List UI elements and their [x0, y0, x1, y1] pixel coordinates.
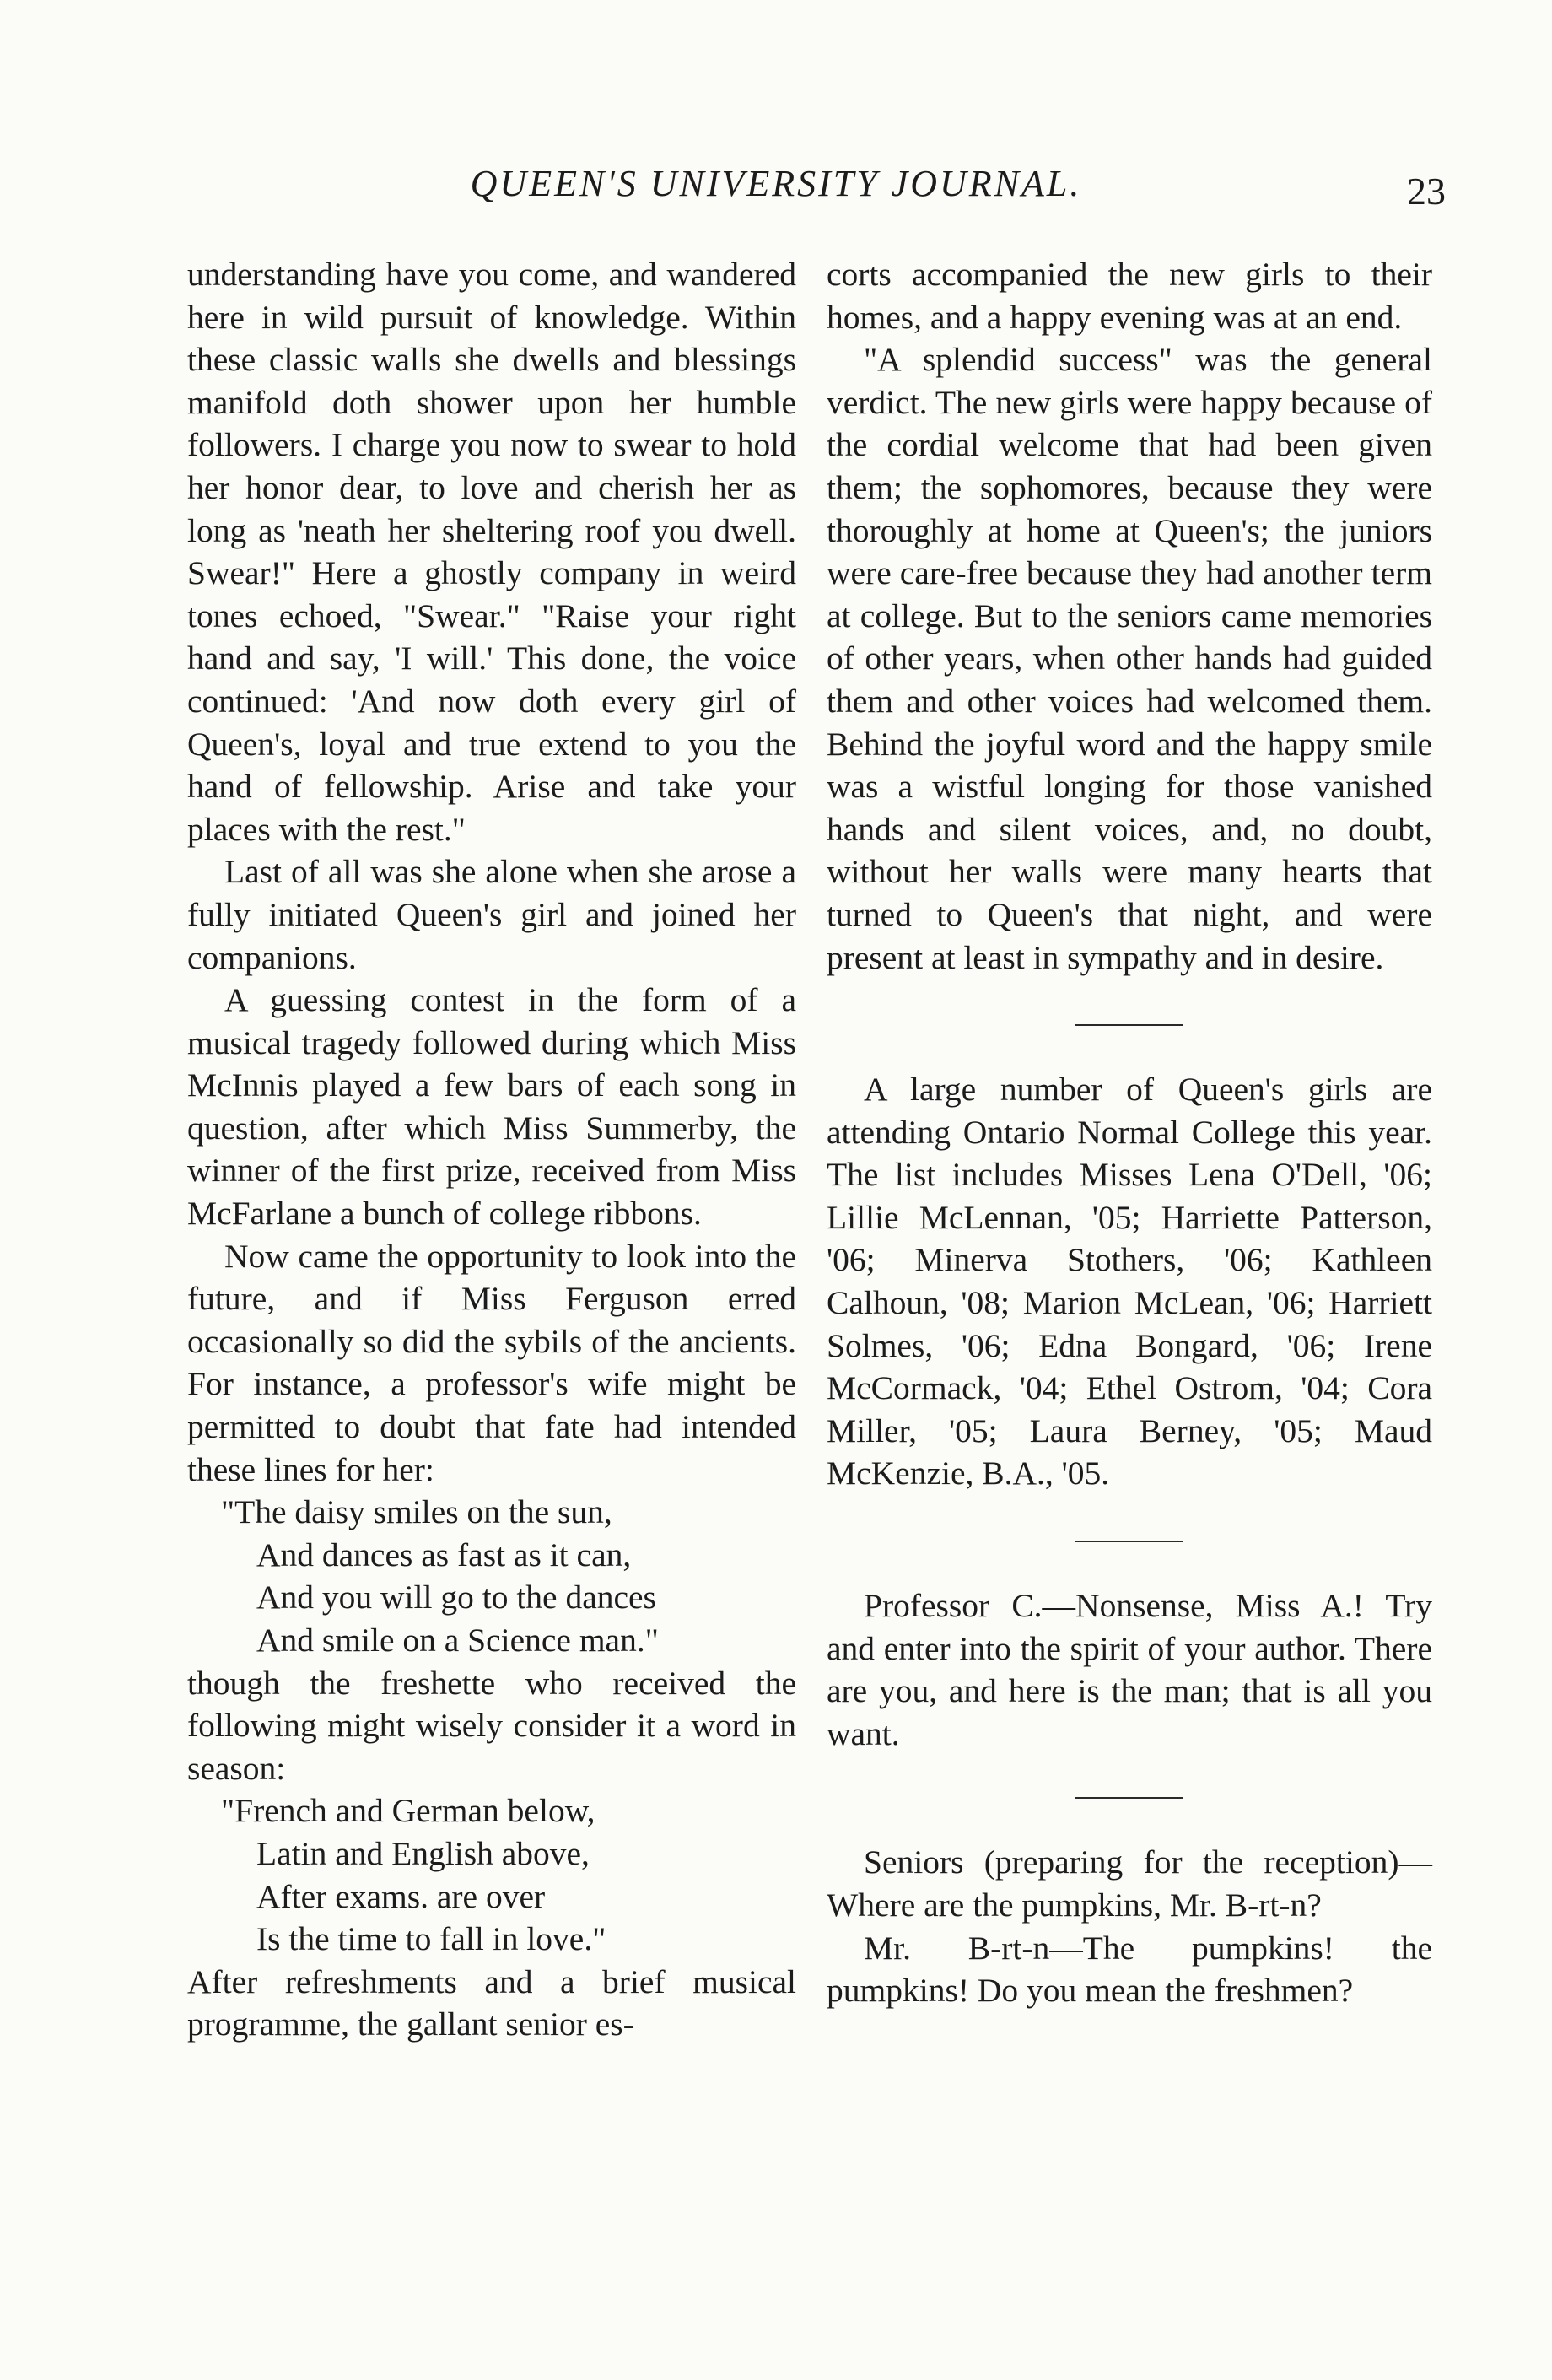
verse-line: "The daisy smiles on the sun,	[221, 1493, 612, 1531]
left-paragraph-6: After refreshments and a brief musical programme, the gallant senior es-	[187, 1962, 796, 2043]
right-paragraph-1: corts accompanied the new girls to their homes, and a happy evening was at an end.	[827, 256, 1432, 336]
left-paragraph-2: Last of all was she alone when she arose a fully initiated Queen's girl and joined her companions.	[187, 853, 796, 976]
left-paragraph-5: though the freshette who received the following might wisely consider it a word in season:	[187, 1664, 796, 1787]
left-column	[187, 253, 796, 2046]
section-divider	[1075, 1024, 1183, 1026]
section-divider	[1075, 1797, 1183, 1799]
verse-line: And dances as fast as it can,	[256, 1535, 632, 1573]
running-title: QUEEN'S UNIVERSITY JOURNAL.	[470, 163, 1082, 204]
right-paragraph-6: Mr. B-rt-n—The pumpkins! the pumpkins! Do you mean the freshmen?	[827, 1929, 1432, 2010]
left-paragraph-1: understanding have you come, and wandered here in wild pursuit of knowledge. Within these classic walls she dwells and blessings manifold doth shower upon her humble followers. I charge you now to swear to hold her honor dear, to love and cherish her as long as 'neath her sheltering roof you dwell. Swear!" Here a ghostly company in weird tones echoed, "Swear." "Raise your right hand and say, 'I will.' This done, the voice continued: 'And now doth every girl of Queen's, loyal and true extend to you the hand of fellowship. Arise and take your places with the rest."	[187, 256, 796, 848]
right-paragraph-2: "A splendid success" was the general verdict. The new girls were happy because of the cordial welcome that had been given them; the sophomores, because they were thoroughly at home at Queen's; the juniors were care-free because they had another term at college. But to the seniors came memories of other years, when other hands had guided them and other voices had welcomed them. Behind the joyful word and the happy smile was a wistful longing for those vanished hands and silent voices, and, no doubt, without her walls were many hearts that turned to Queen's that night, and were present at least in sympathy and in desire.	[827, 341, 1432, 976]
right-paragraph-4: Professor C.—Nonsense, Miss A.! Try and enter into the spirit of your author. There are you, and here is the man; that is all you want.	[827, 1587, 1432, 1752]
verse-line: And you will go to the dances	[256, 1579, 656, 1616]
verse-french	[187, 1789, 796, 1960]
section-divider	[1075, 1541, 1183, 1542]
page-header	[0, 162, 1552, 213]
right-column	[827, 253, 1432, 2012]
left-paragraph-3: A guessing contest in the form of a musical tragedy followed during which Miss McInnis played a few bars of each song in question, after which Miss Summerby, the winner of the first prize, received from Miss McFarlane a bunch of college ribbons.	[187, 981, 796, 1233]
verse-line: Is the time to fall in love."	[256, 1920, 606, 1958]
verse-daisy	[187, 1491, 796, 1661]
verse-line: And smile on a Science man."	[256, 1622, 659, 1659]
verse-line: After exams. are over	[256, 1877, 546, 1915]
verse-line: Latin and English above,	[256, 1834, 590, 1872]
verse-line: "French and German below,	[221, 1792, 595, 1830]
left-paragraph-4: Now came the opportunity to look into the future, and if Miss Ferguson erred occasionally so did the sybils of the ancients. For instance, a professor's wife might be permitted to doubt that fate had intended these lines for her:	[187, 1237, 796, 1488]
right-paragraph-5: Seniors (preparing for the reception)—Where are the pumpkins, Mr. B-rt-n?	[827, 1843, 1432, 1924]
right-paragraph-3: A large number of Queen's girls are attending Ontario Normal College this year. The list includes Misses Lena O'Dell, '06; Lillie McLennan, '05; Harriette Patterson, '06; Minerva Stothers, '06; Kathleen Calhoun, '08; Marion McLean, '06; Harriett Solmes, '06; Edna Bongard, '06; Irene McCormack, '04; Ethel Ostrom, '04; Cora Miller, '05; Laura Berney, '05; Maud McKenzie, B.A., '05.	[827, 1071, 1432, 1492]
page-number: 23	[1407, 170, 1446, 213]
